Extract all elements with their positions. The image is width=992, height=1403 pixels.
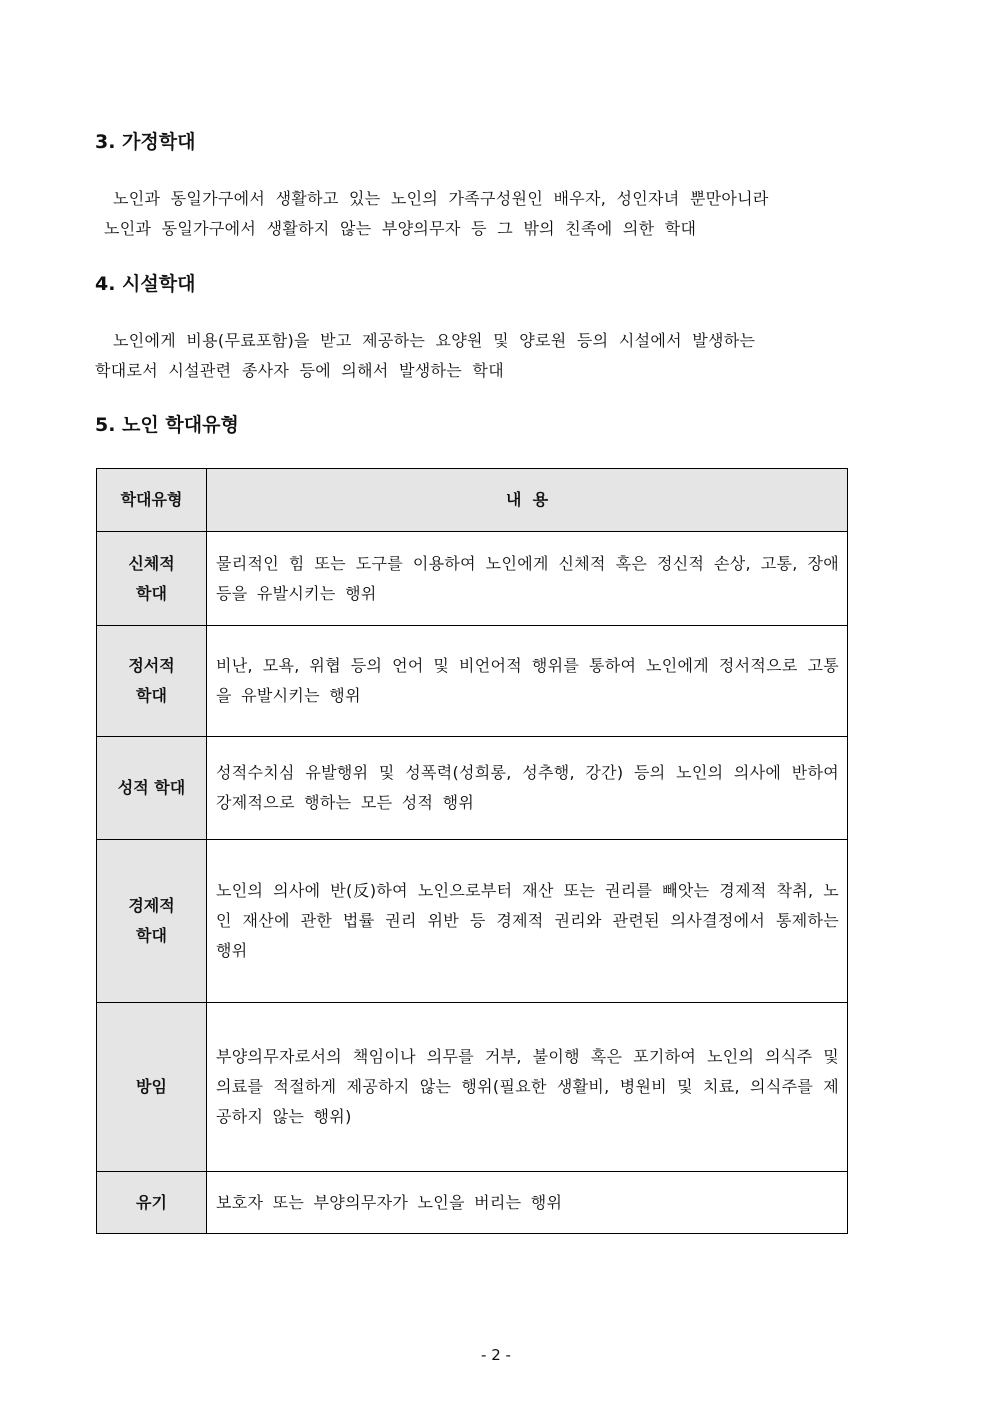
table-row (97, 626, 848, 737)
table-row (97, 1172, 848, 1234)
header-type: 학대유형 (97, 469, 207, 532)
section-4-line-2: 학대로서 시설관련 종사자 등에 의해서 발생하는 학대 (95, 361, 504, 380)
row-content-abandonment: 보호자 또는 부양의무자가 노인을 버리는 행위 (207, 1172, 848, 1234)
section-4-line-1: 노인에게 비용(무료포함)을 받고 제공하는 요양원 및 양로원 등의 시설에서 발생하는 (113, 331, 756, 350)
row-content-physical: 물리적인 힘 또는 도구를 이용하여 노인에게 신체적 혹은 정신적 손상, 고통, 장애 등을 유발시키는 행위 (207, 532, 848, 626)
row-content-sexual: 성적수치심 유발행위 및 성폭력(성희롱, 성추행, 강간) 등의 노인의 의사에 반하여 강제적으로 행하는 모든 성적 행위 (207, 737, 848, 840)
row-type-sexual: 성적 학대 (97, 737, 207, 840)
table-row (97, 737, 848, 840)
section-3-heading: 3. 가정학대 (95, 131, 196, 153)
row-type-emotional: 정서적 학대 (97, 626, 207, 737)
page-number: - 2 - (481, 1346, 511, 1364)
row-content-emotional: 비난, 모욕, 위협 등의 언어 및 비언어적 행위를 통하여 노인에게 정서적으로 고통을 유발시키는 행위 (207, 626, 848, 737)
row-type-physical: 신체적 학대 (97, 532, 207, 626)
row-type-abandonment: 유기 (97, 1172, 207, 1234)
section-5-heading: 5. 노인 학대유형 (95, 414, 239, 436)
abuse-types-table (96, 468, 848, 1234)
row-content-financial: 노인의 의사에 반(反)하여 노인으로부터 재산 또는 권리를 빼앗는 경제적 착취, 노인 재산에 관한 법률 권리 위반 등 경제적 권리와 관련된 의사결정에서 통제하는 행위 (207, 840, 848, 1003)
header-content: 내 용 (207, 469, 848, 532)
table-row (97, 1003, 848, 1172)
row-content-neglect: 부양의무자로서의 책임이나 의무를 거부, 불이행 혹은 포기하여 노인의 의식주 및 의료를 적절하게 제공하지 않는 행위(필요한 생활비, 병원비 및 치료, 의식주를 제공하지 않는 행위) (207, 1003, 848, 1172)
row-type-neglect: 방임 (97, 1003, 207, 1172)
table-row (97, 840, 848, 1003)
table-row (97, 532, 848, 626)
section-4-heading: 4. 시설학대 (95, 273, 196, 295)
section-3-line-2: 노인과 동일가구에서 생활하지 않는 부양의무자 등 그 밖의 친족에 의한 학대 (104, 219, 697, 238)
table-header-row (97, 469, 848, 532)
section-3-line-1: 노인과 동일가구에서 생활하고 있는 노인의 가족구성원인 배우자, 성인자녀 뿐만아니라 (113, 189, 769, 208)
row-type-financial: 경제적 학대 (97, 840, 207, 1003)
